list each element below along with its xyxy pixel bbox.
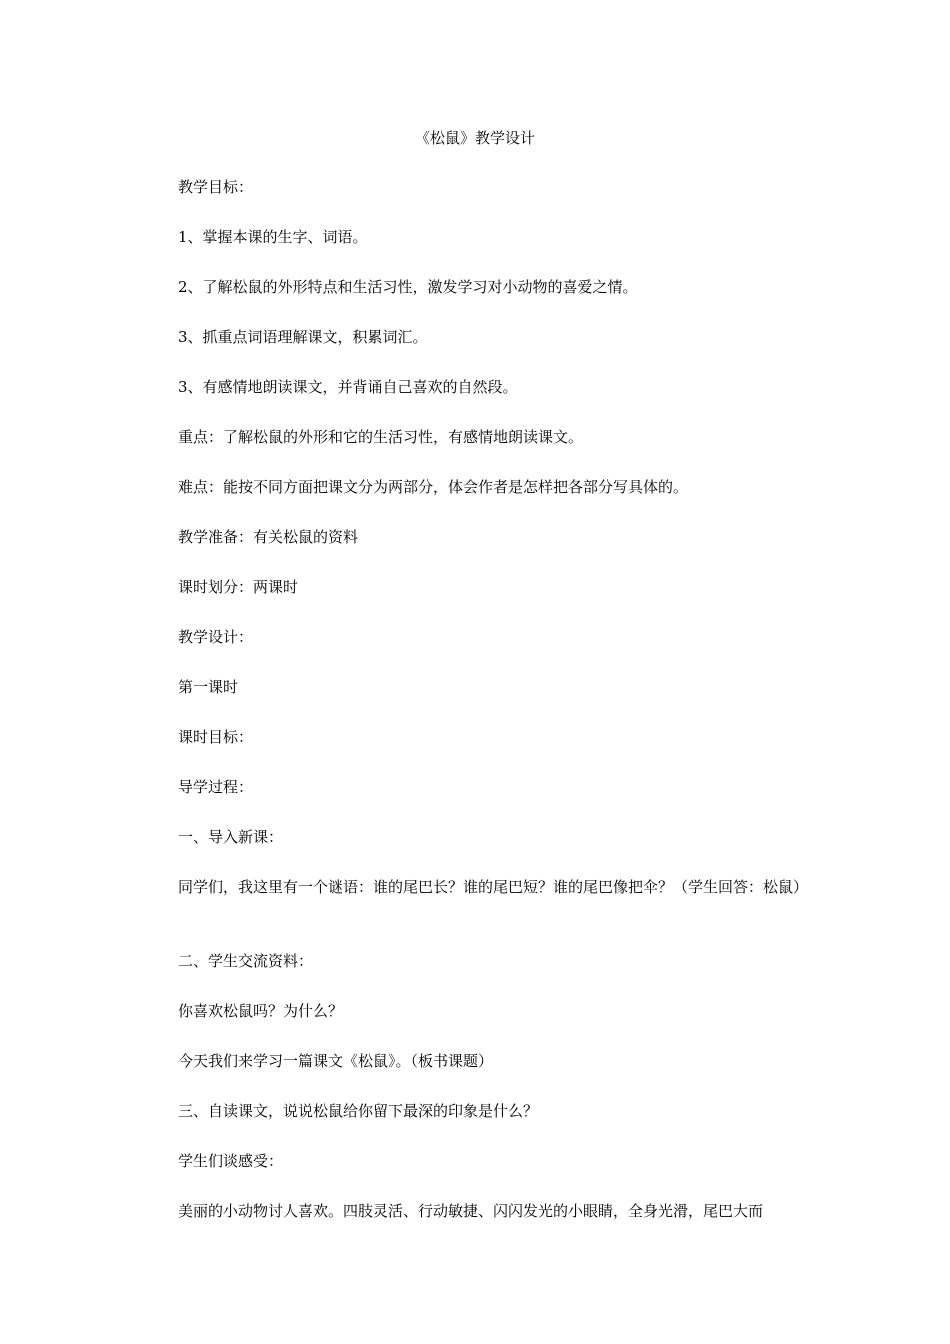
paragraph-first-lesson: 第一课时 (178, 678, 239, 696)
paragraph-goal-1: 1、掌握本课的生字、词语。 (178, 228, 368, 246)
paragraph-students-feel: 学生们谈感受： (178, 1152, 284, 1170)
paragraph-question: 你喜欢松鼠吗？为什么？ (178, 1002, 344, 1020)
paragraph-difficulty: 难点：能按不同方面把课文分为两部分，体会作者是怎样把各部分写具体的。 (178, 478, 689, 496)
paragraph-lesson-goals: 课时目标： (178, 728, 254, 746)
paragraph-riddle: 同学们，我这里有一个谜语：谁的尾巴长？谁的尾巴短？谁的尾巴像把伞？（学生回答：松鼠） (178, 878, 809, 896)
paragraph-goal-2: 2、了解松鼠的外形特点和生活习性，激发学习对小动物的喜爱之情。 (178, 278, 638, 296)
paragraph-description: 美丽的小动物讨人喜欢。四肢灵活、行动敏捷、闪闪发光的小眼睛，全身光滑，尾巴大而 (178, 1202, 764, 1220)
paragraph-today: 今天我们来学习一篇课文《松鼠》。（板书课题） (178, 1052, 494, 1070)
paragraph-key-point: 重点：了解松鼠的外形和它的生活习性，有感情地朗读课文。 (178, 428, 584, 446)
paragraph-section-1: 一、导入新课： (178, 828, 284, 846)
paragraph-section-2: 二、学生交流资料： (178, 952, 314, 970)
paragraph-goal-3: 3、抓重点词语理解课文，积累词汇。 (178, 328, 428, 346)
document-title: 《松鼠》教学设计 (414, 129, 535, 147)
paragraph-teaching-design: 教学设计： (178, 628, 254, 646)
paragraph-goal-4: 3、有感情地朗读课文，并背诵自己喜欢的自然段。 (178, 378, 518, 396)
paragraph-preparation: 教学准备：有关松鼠的资料 (178, 528, 359, 546)
paragraph-section-3: 三、自读课文，说说松鼠给你留下最深的印象是什么？ (178, 1102, 539, 1120)
paragraph-process: 导学过程： (178, 778, 254, 796)
paragraph-schedule: 课时划分：两课时 (178, 578, 299, 596)
paragraph-teaching-goals: 教学目标： (178, 178, 254, 196)
